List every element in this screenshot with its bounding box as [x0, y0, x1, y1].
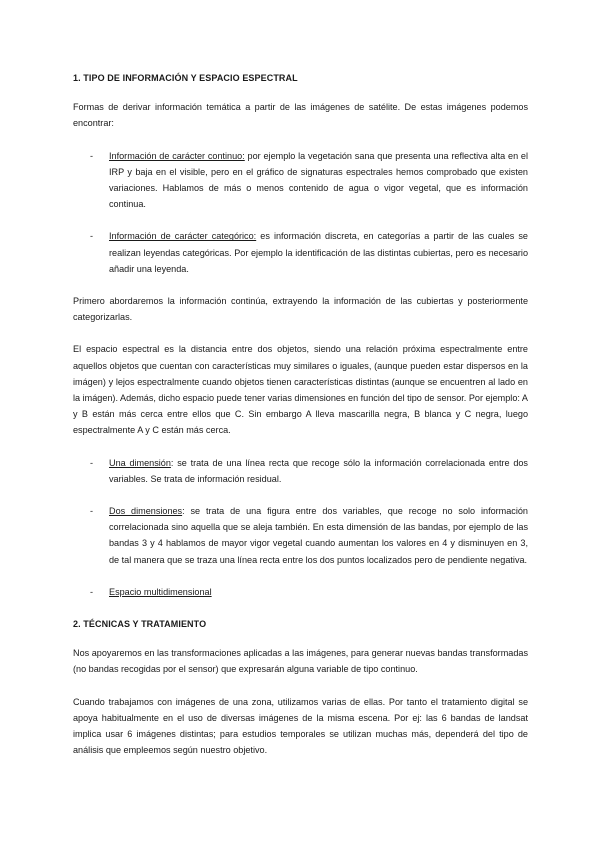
definition-continuous: por ejemplo la vegetación sana que presenta una reflectiva alta en el IRP y baja en el visible, pero en el gráfico de signaturas espectrales hemos comprobado que existen variaciones. Hablamos de más o menos contenido de agua o vigor vegetal, que es información continua. [109, 150, 528, 210]
term-one-dimension: Una dimensión [109, 457, 171, 468]
list-item-multidimensional [73, 584, 528, 600]
list-bullet: - [90, 150, 94, 161]
section-1-intro: Formas de derivar información temática a partir de las imágenes de satélite. De estas imágenes podemos encontrar: [73, 102, 528, 129]
list-item-two-dimensions [73, 503, 528, 568]
definition-two-dimensions: : se trata de una figura entre dos variables, que recoge no solo información correlacionada sino aquella que se aleja también. En esta dimensión de las bandas, por ejemplo de las bandas 3 y 4 hablamos de mayor vigor vegetal cuando aumentan los valores en 4 y disminuyen en 3, de tal manera que se traza una línea recta entre los dos puntos localizados pero de pendiente negativa. [109, 506, 528, 565]
section-2-heading: 2. TÉCNICAS Y TRATAMIENTO [73, 619, 207, 630]
list-bullet: - [90, 457, 94, 468]
term-two-dimensions: Dos dimensiones [109, 506, 183, 517]
section-1-heading: 1. TIPO DE INFORMACIÓN Y ESPACIO ESPECTRAL [73, 73, 298, 83]
section-2-paragraph-1: Nos apoyaremos en las transformaciones aplicadas a las imágenes, para generar nuevas bandas transformadas (no bandas recogidas por el sensor) que expresarán alguna variable de tipo continuo. [73, 648, 528, 675]
list-item-one-dimension [73, 455, 528, 487]
list-bullet: - [90, 506, 94, 517]
term-multidimensional: Espacio multidimensional [109, 586, 212, 597]
dimension-list [73, 455, 528, 600]
term-categorical: Información de carácter categórico: [109, 231, 257, 242]
paragraph-continuous-first: Primero abordaremos la información continúa, extrayendo la información de las cubiertas y posteriormente categorizarlas. [73, 296, 528, 323]
paragraph-spectral-space: El espacio espectral es la distancia entre dos objetos, siendo una relación próxima espectralmente entre aquellos objetos que cuentan con características muy similares o iguales, (aunque pueden estar dispersos en la imágen) y lejos espectralmente cuando objetos tienen características distintas (aunque se encuentren al lado en la imágen). Además, dicho espacio puede tener varias dimensiones en función del tipo de sensor. Por ejemplo: A y B están más cerca entre ellos que C. Sin embargo A lleva mascarilla negra, B blanca y C negra, luego espectralmente A y C están más cerca. [73, 344, 528, 436]
definition-one-dimension: : se trata de una línea recta que recoge sólo la información correlacionada entre dos variables. Se trata de información residual. [109, 457, 528, 484]
definition-categorical: es información discreta, en categorías a partir de las cuales se realizan leyendas categóricas. Por ejemplo la identificación de las distintas cubiertas, pero es necesario añadir una leyenda. [109, 231, 528, 274]
list-item-continuous [73, 148, 528, 213]
info-type-list [73, 148, 528, 277]
list-bullet: - [90, 586, 94, 597]
term-continuous: Información de carácter continuo: [109, 150, 245, 161]
section-2-paragraph-2: Cuando trabajamos con imágenes de una zona, utilizamos varias de ellas. Por tanto el tratamiento digital se apoya habitualmente en el uso de diversas imágenes de la misma escena. Por ej: las 6 bandas de landsat implica usar 6 imágenes distintas; para estudios temporales se utilizan muchas más, dependerá del tipo de análisis que empleemos según nuestro objetivo. [73, 696, 528, 756]
list-item-categorical [73, 228, 528, 277]
list-bullet: - [90, 231, 94, 242]
